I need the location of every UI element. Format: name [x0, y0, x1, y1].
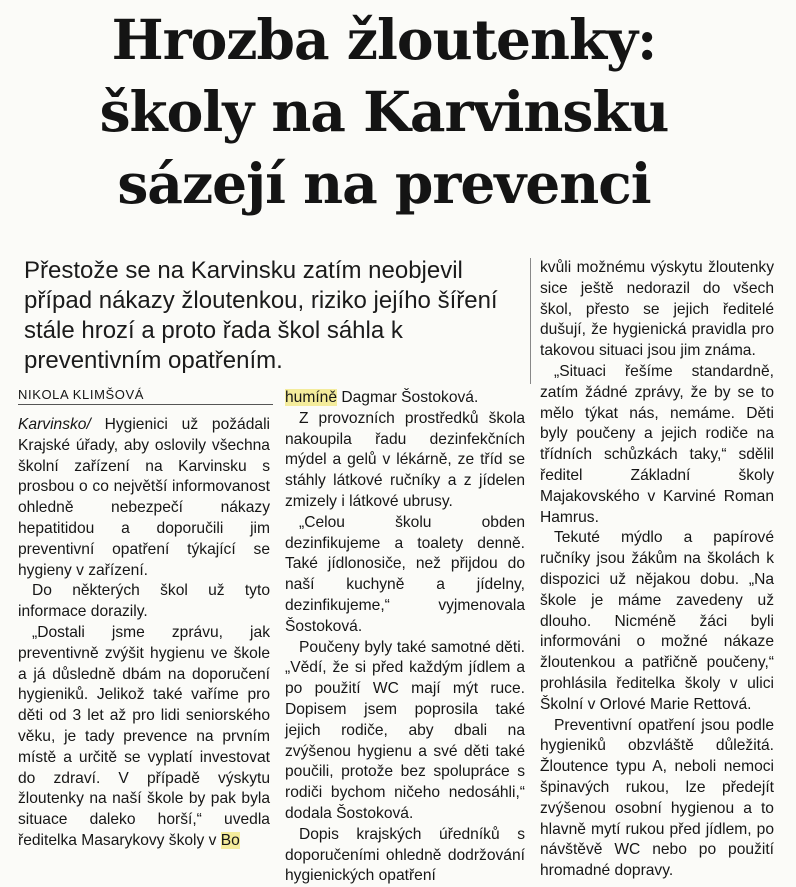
dateline: Karvinsko/: [18, 416, 91, 433]
article-paragraph: Preventivní opatření jsou podle hygieniků obzvláště důležitá. Žloutence typu A, neboli nemoci špinavých rukou, lze předejít zvýšenou osobní hygienou a to hlavně mytí rukou před jídlem, po návštěvě WC nebo po použití hromadné dopravy.: [540, 716, 774, 880]
highlighted-text: humíně: [285, 389, 338, 406]
article-paragraph: kvůli možnému výskytu žloutenky sice ještě nedorazil do všech škol, přesto se jejich ředitelé dušují, že hygienická pravidla pro takovou situaci jsou jim známa.: [540, 259, 774, 360]
column-divider: [530, 258, 531, 384]
headline-line-2: školy na Karvinsku: [99, 79, 669, 144]
article-paragraph: Dopis krajských úředníků s doporučeními ohledně dodržování hygienických opatření: [285, 825, 525, 885]
headline-line-3: sázejí na prevenci: [117, 151, 651, 216]
paragraph-text: „Dostali jsme zprávu, jak preventivně zvýšit hygienu ve škole a já důsledně dbám na doporučení hygieniků. Jelikož také vaříme pro děti od 3 let až pro lidi seniorského věku, je tady prevence na prvním místě a určitě se vyplatí investovat do zdraví. V případě výskytu žloutenky na naší škole by pak byla situace daleko horší,“ uvedla ředitelka Masarykovy školy v: [18, 623, 270, 849]
headline: [14, 4, 754, 220]
article-paragraph: Z provozních prostředků škola nakoupila řadu dezinfekčních mýdel a gelů v lékárně, ze tříd se stáhly látkové ručníky a z jídelen zmizely i látkové ubrusy.: [285, 409, 525, 510]
article-paragraph: „Situaci řešíme standardně, zatím žádné zprávy, že by se to mělo týkat nás, nemáme. Děti byly poučeny a jejich rodiče na třídních schůzkách taky,“ sdělil ředitel Základní školy Majakovského v Karviné Roman Hamrus.: [540, 362, 774, 526]
article-paragraph: „Celou školu obden dezinfikujeme a toalety denně. Také jídlonosiče, než přijdou do naší kuchyně a jídelny, dezinfikujeme,“ vyjmenovala Šostoková.: [285, 513, 525, 635]
paragraph-text: Hygienici už požádali Krajské úřady, aby oslovily všechna školní zařízení na Karvinsku s prosbou o co největší informovanost ohledně nebezpečí nákazy hepatitidou a doporučili jim preventivní opatření týkající se hygieny v zařízení.: [18, 416, 270, 579]
article-column-3: [540, 258, 774, 882]
highlighted-text: Bo: [220, 831, 240, 849]
article-paragraph: [285, 388, 525, 409]
paragraph-text: Dagmar Šostoková.: [337, 389, 479, 406]
lead-paragraph: Přestože se na Karvinsku zatím neobjevil případ nákazy žloutenkou, riziko jejího šíření stále hrozí a proto řada škol sáhla k preventivním opatřením.: [24, 257, 498, 374]
article-paragraph: [18, 623, 270, 852]
article-column-2: [285, 388, 525, 887]
article-paragraph: Do některých škol už tyto informace dorazily.: [18, 582, 270, 621]
byline: NIKOLA KLIMŠOVÁ: [18, 387, 273, 405]
article-column-1: [18, 415, 270, 852]
article-paragraph: Tekuté mýdlo a papírové ručníky jsou žákům na školách k dispozici už nějakou dobu. „Na škole je máme zavedeny už dlouho. Nicméně žáci byli informováni o možné nákaze žloutenkou a patřičně poučeny,“ prohlásila ředitelka školy v ulici Školní v Orlové Marie Rettová.: [540, 529, 774, 713]
article-paragraph: [18, 415, 270, 581]
article-paragraph: Poučeny byly také samotné děti. „Vědí, že si před každým jídlem a po použití WC mají mýt ruce. Dopisem jsem poprosila také jejich rodiče, aby dbali na zvýšenou hygienu a své děti také poučili, protože bez spolupráce s rodiči bychom ničeho nedosáhli,“ dodala Šostoková.: [285, 638, 525, 822]
headline-line-1: Hrozba žloutenky:: [111, 7, 657, 72]
